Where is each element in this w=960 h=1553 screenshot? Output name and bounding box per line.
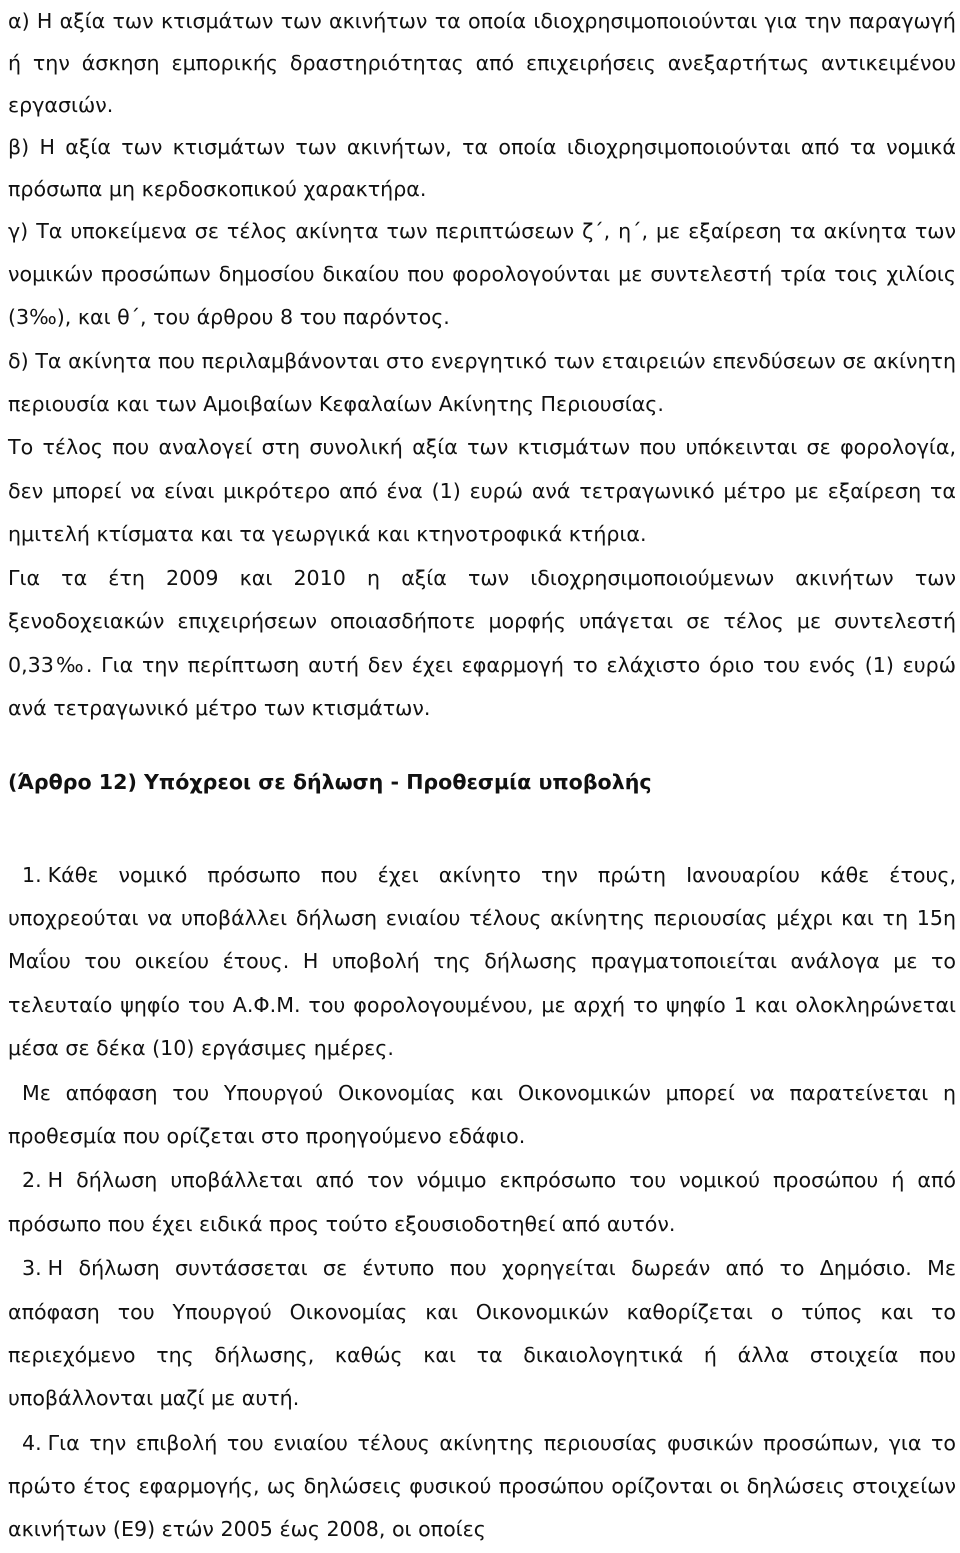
item-delta: δ) Τα ακίνητα που περιλαμβάνονται στο ενεργητικό των εταιρειών επενδύσεων σε ακίνητη περιουσία και των Αμοιβαίων Κεφαλαίων Ακίνητης Περιουσίας. bbox=[8, 348, 956, 416]
item-gamma: γ) Τα υποκείμενα σε τέλος ακίνητα των περιπτώσεων ζ΄, η΄, με εξαίρεση τα ακίνητα των νομικών προσώπων δημοσίου δικαίου που φορολογούνται με συντελεστή τρία τοις χιλίοις (3‰), και θ΄, του άρθρου 8 του παρόντος. bbox=[8, 219, 956, 330]
article-body bbox=[8, 854, 956, 1553]
min-fee-paragraph: Το τέλος που αναλογεί στη συνολική αξία των κτισμάτων που υπόκεινται σε φορολογία, δεν μπορεί να είναι μικρότερο από ένα (1) ευρώ ανά τετραγωνικό μέτρο με εξαίρεση τα ημιτελή κτίσματα και τα γεωργικά και κτηνοτροφικά κτήρια. bbox=[8, 435, 956, 547]
paragraph-text: Η δήλωση συντάσσεται σε έντυπο που χορηγείται δωρεάν από το Δημόσιο. Με απόφαση του Υπουργού Οικονομίας και Οικονομικών καθορίζεται ο τύπος και το περιεχόμενο της δήλωσης, καθώς και τα δικαιολογητικά ή άλλα στοιχεία που υποβάλλονται μαζί με αυτή. bbox=[8, 1256, 956, 1410]
hotel-paragraph: Για τα έτη 2009 και 2010 η αξία των ιδιοχρησιμοποιούμενων ακινήτων των ξενοδοχειακών επιχειρήσεων οποιασδήποτε μορφής υπάγεται σε τέλος με συντελεστή 0,33‰. Για την περίπτωση αυτή δεν έχει εφαρμογή το ελάχιστο όριο του ενός (1) ευρώ ανά τετραγωνικό μέτρο των κτισμάτων. bbox=[8, 565, 956, 721]
paragraph-text: Η δήλωση υποβάλλεται από τον νόμιμο εκπρόσωπο του νομικού προσώπου ή από πρόσωπο που έχει ειδικά προς τούτο εξουσιοδοτηθεί από αυτόν. bbox=[8, 1168, 956, 1236]
paragraph-text: Με απόφαση του Υπουργού Οικονομίας και Οικονομικών μπορεί να παρατείνεται η προθεσμία που ορίζεται στο προηγούμενο εδάφιο. bbox=[8, 1080, 956, 1148]
article-paragraph-2 bbox=[8, 1159, 956, 1245]
paragraph-number: 3. bbox=[22, 1256, 42, 1281]
item-alpha: α) Η αξία των κτισμάτων των ακινήτων τα οποία ιδιοχρησιμοποιούνται για την παραγωγή ή την άσκηση εμπορικής δραστηριότητας από επιχειρήσεις ανεξαρτήτως αντικειμένου εργασιών. bbox=[8, 9, 956, 117]
document-page bbox=[8, 0, 956, 1542]
paragraph-number: 2. bbox=[22, 1168, 42, 1193]
article-paragraph-4 bbox=[8, 1422, 956, 1552]
paragraph-text: Κάθε νομικό πρόσωπο που έχει ακίνητο την πρώτη Ιανουαρίου κάθε έτους, υποχρεούται να υποβάλλει δήλωση ενιαίου τέλους ακίνητης περιουσίας μέχρι και τη 15η Μαΐου του οικείου έτους. Η υποβολή της δήλωσης πραγματοποιείται ανάλογα με το τελευταίο ψηφίο του Α.Φ.Μ. του φορολογουμένου, με αρχή το ψηφίο 1 και ολοκληρώνεται μέσα σε δέκα (10) εργάσιμες ημέρες. bbox=[8, 863, 956, 1060]
article-paragraph-1 bbox=[8, 854, 956, 1070]
paragraph-number: 1. bbox=[22, 863, 42, 887]
article-paragraph-1b bbox=[8, 1072, 956, 1158]
item-beta: β) Η αξία των κτισμάτων των ακινήτων, τα οποία ιδιοχρησιμοποιούνται από τα νομικά πρόσωπα μη κερδοσκοπικού χαρακτήρα. bbox=[8, 135, 956, 201]
paragraph-number: 4. bbox=[22, 1430, 42, 1455]
article-paragraph-3 bbox=[8, 1247, 956, 1420]
paragraph-text: Για την επιβολή του ενιαίου τέλους ακίνητης περιουσίας φυσικών προσώπων, για το πρώτο έτος εφαρμογής, ως δηλώσεις φυσικού προσώπου ορίζονται οι δηλώσεις στοιχείων ακινήτων (Ε9) ετών 2005 έως 2008, οι οποίες bbox=[8, 1430, 956, 1542]
article-heading: (Άρθρο 12) Υπόχρεοι σε δήλωση - Προθεσμία υποβολής bbox=[8, 770, 652, 794]
